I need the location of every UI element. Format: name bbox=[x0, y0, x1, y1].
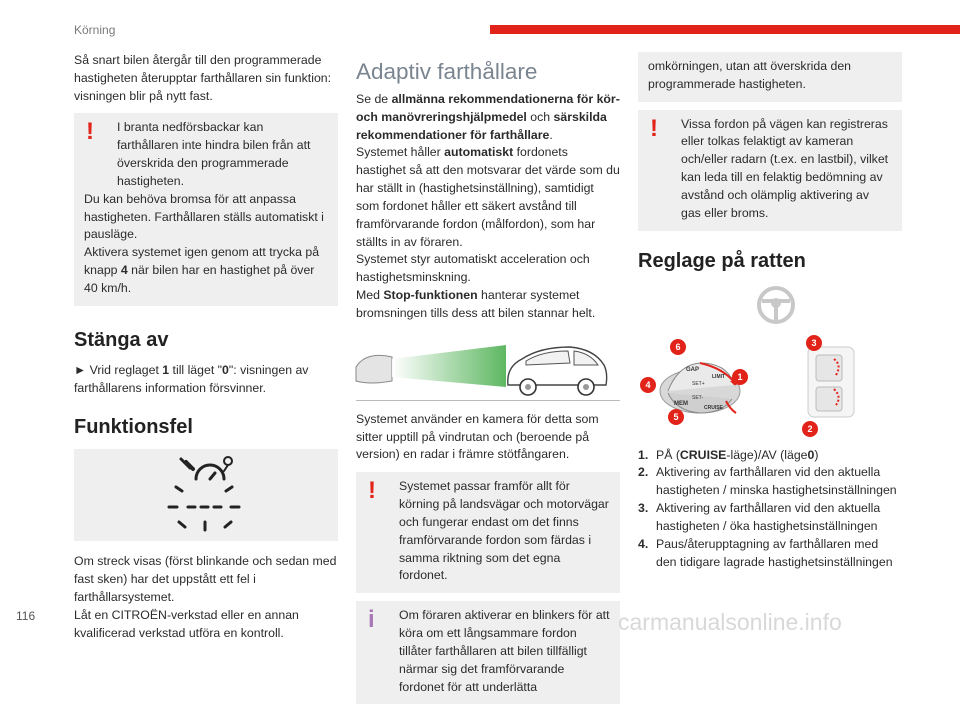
warning-lead-text: I branta nedförsbackar kan farthållaren inte hindra bilen från att överskrida den programmerade hastigheten. bbox=[117, 120, 311, 188]
warning-exclamation-icon: ! bbox=[368, 477, 376, 505]
list-item: 4. Paus/återupptagning av farthållaren med den tidigare lagrade hastighetsinställningen bbox=[638, 536, 893, 569]
page-number: 116 bbox=[16, 609, 36, 623]
intro-paragraph: Så snart bilen återgår till den programmerade hastigheten återupptar farthållaren sin funktion: visningen blir på nytt fast. bbox=[74, 53, 332, 103]
section-label: Körning bbox=[74, 23, 116, 37]
warning-box bbox=[74, 113, 338, 305]
heading-malfunction: Funktionsfel bbox=[74, 416, 193, 439]
list-item: 1. PÅ (CRUISE-läge)/AV (läge0) bbox=[638, 447, 819, 462]
stalk-limit-label: LIMIT bbox=[712, 373, 726, 380]
stalk-cruise-label: CRUISE bbox=[704, 404, 723, 411]
stalk-mem-label: MEM bbox=[674, 400, 688, 407]
list-item: 2. Aktivering av farthållaren vid den aktuella hastigheten / minska hastighetsinställningen bbox=[638, 465, 897, 498]
callout-5: 5 bbox=[673, 411, 679, 422]
watermark: carmanualsonline.info bbox=[618, 609, 842, 635]
callout-3: 3 bbox=[811, 337, 817, 348]
heading-steering-controls: Reglage på ratten bbox=[638, 249, 806, 272]
info-text: Om föraren aktiverar en blinkers för att köra om ett långsammare fordon tillåter farthållaren att bilen tillfälligt närmar sig det framförvarande fordonet för att underlätta bbox=[399, 608, 610, 694]
cruise-fault-dashes-icon bbox=[74, 449, 338, 541]
car-radar-icon bbox=[356, 337, 620, 401]
warning-text: Systemet passar framför allt för körning på landsvägar och motorvägar och fungerar endast om det finns framförvarande fordon som färdas i samma riktning som det egna fordonet. bbox=[399, 479, 609, 583]
page-title: Adaptiv farthållare bbox=[356, 59, 538, 84]
steering-wheel-figure bbox=[638, 283, 902, 333]
camera-paragraph: Systemet använder en kamera för detta som sitter upptill på vindrutan och (beroende på version) en radar i främre stötfångaren. bbox=[356, 411, 599, 462]
info-continuation-text: omkörningen, utan att överskrida den programmerade hastigheten. bbox=[648, 59, 852, 91]
fault-text-1: Om streck visas (först blinkande och sedan med fast sken) har det uppstått ett fel i farthållarsystemet. bbox=[74, 554, 337, 605]
steering-wheel-icon bbox=[638, 283, 902, 333]
speed-paragraph: Systemet håller automatiskt fordonets hastighet så att den motsvarar det värde som du har ställt in (hastighetsinställning), samtidigt som fordonet håller ett säkert avstånd till framförvarande fordon (målfordon), som har ställts in av föraren. bbox=[356, 145, 620, 249]
fault-text-2: Låt en CITROËN-verkstad eller en annan kvalificerad verkstad utföra en kontroll. bbox=[74, 607, 299, 640]
warning-box-2 bbox=[356, 472, 620, 593]
info-icon: i bbox=[368, 606, 375, 634]
accel-paragraph: Systemet styr automatiskt acceleration och hastighetsminskning. bbox=[356, 252, 590, 285]
warning-exclamation-icon: ! bbox=[86, 118, 94, 146]
column-3 bbox=[638, 52, 902, 571]
stalk-gap-label: GAP bbox=[686, 366, 700, 373]
list-item: 3. Aktivering av farthållaren vid den aktuella hastigheten / öka hastighetsinställningen bbox=[638, 501, 881, 533]
cruise-stalk-illustration bbox=[638, 333, 902, 437]
callout-4: 4 bbox=[645, 379, 651, 390]
warning-box-3 bbox=[638, 110, 902, 231]
stalk-set-plus-label: SET+ bbox=[692, 380, 705, 387]
control-stalk-figure bbox=[638, 333, 902, 437]
warning-text-3: Aktivera systemet igen genom att trycka på knapp 4 när bilen har en hastighet på över 40 km/h. bbox=[84, 245, 320, 295]
stop-paragraph: Med Stop-funktionen hanterar systemet bromsningen tills dess att bilen stannar helt. bbox=[356, 288, 596, 320]
column-1 bbox=[74, 52, 338, 643]
callout-1: 1 bbox=[737, 371, 743, 382]
arrow-icon: ► bbox=[74, 362, 87, 377]
warning-text-2: Du kan behöva bromsa för att anpassa hastigheten. Farthållaren ställs automatiskt i pausläge. bbox=[84, 191, 324, 242]
controls-list bbox=[638, 447, 902, 572]
heading-turn-off: Stänga av bbox=[74, 328, 169, 351]
stalk-set-minus-label: SET- bbox=[692, 394, 704, 401]
info-continuation-box bbox=[638, 52, 902, 102]
recommendation-paragraph: Se de allmänna rekommendationerna för kör- och manövreringshjälpmedel och särskilda rekommendationer för farthållare. bbox=[356, 92, 620, 142]
info-box bbox=[356, 601, 620, 704]
turn-off-paragraph: ► Vrid reglaget 1 till läget "0": visningen av farthållarens information försvinner. bbox=[74, 362, 309, 395]
callout-6: 6 bbox=[675, 341, 681, 352]
section-accent-bar bbox=[490, 25, 960, 34]
fault-indicator-panel bbox=[74, 449, 338, 541]
column-2 bbox=[356, 52, 620, 704]
radar-car-illustration bbox=[356, 337, 620, 401]
warning-text: Vissa fordon på vägen kan registreras eller tolkas felaktigt av kameran och/eller radarn (t.ex. en lastbil), vilket kan leda till en felaktig bedömning av avstånd och olämplig aktivering av gas eller broms. bbox=[681, 116, 889, 220]
callout-2: 2 bbox=[807, 423, 813, 434]
warning-exclamation-icon: ! bbox=[650, 114, 658, 142]
